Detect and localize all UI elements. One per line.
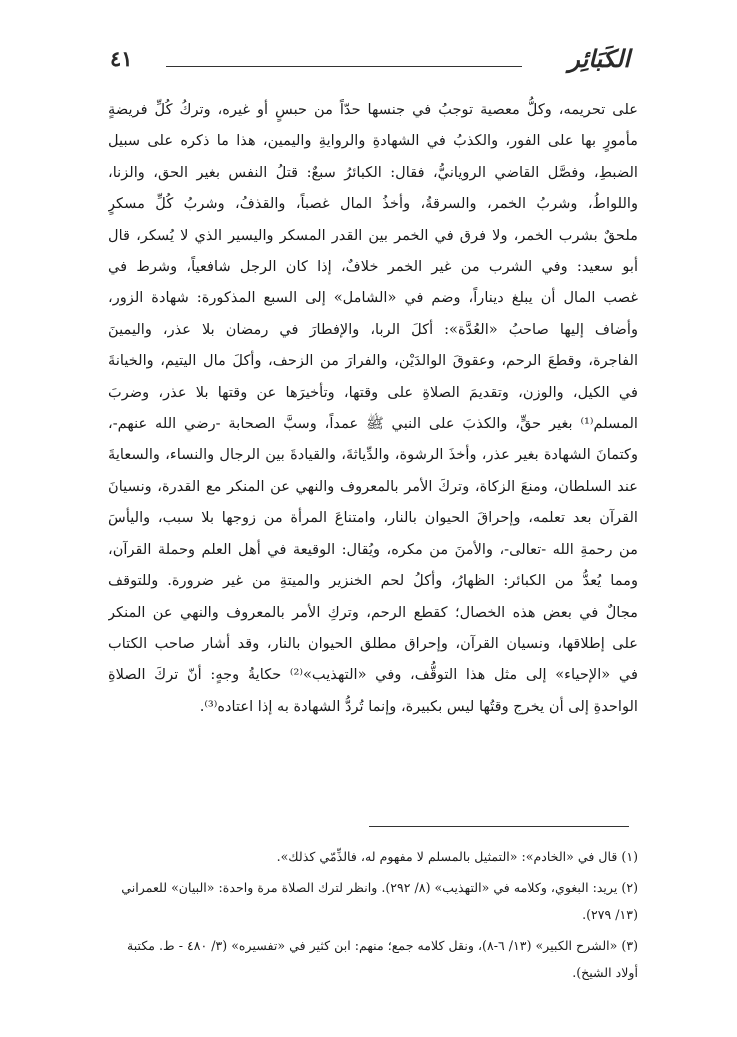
text-line: في الكيل، والوزن، وتقديمَ الصلاةِ على وقتها، وتأخيرَها عن وقتها بلا عذر، وضربَ (108, 383, 638, 401)
text-line: المسلم⁽¹⁾ بغير حقٍّ، والكذبَ على النبي ﷺ عمداً، وسبَّ الصحابة -رضي الله عنهم-، (108, 415, 638, 433)
header-rule (166, 66, 522, 67)
footnote-3: (٣) «الشرح الكبير» (١٣/ ٦-٨)، ونقل كلامه جمع؛ منهم: ابن كثير في «تفسيره» (٣/ ٤٨٠ - ط. مكتبة أولاد الشيخ). (127, 938, 638, 980)
text-line: الفاجرة، وقطعَ الرحم، وعقوقَ الوالدَيْن، والفرارَ من الزحف، وأكلَ مال اليتيم، والخيانةَ (108, 352, 638, 370)
text-line: القرآن بعد تعلمه، وإحراقَ الحيوان بالنار، وامتناعَ المرأة من زوجها بلا سبب، واليأسَ (108, 509, 638, 527)
text-line: غصب المال أن يبلغ ديناراً، وضم في «الشامل» إلى السبع المذكورة: شهادة الزور، (108, 289, 638, 307)
text-line: وأضاف إليها صاحبُ «العُدَّة»: أكلَ الربا، والإفطارَ في رمضان بلا عذر، واليمينَ (108, 320, 638, 338)
text-line: عند السلطان، ومنعَ الزكاة، وتركَ الأمر بالمعروف والنهي عن المنكر مع القدرة، ونسيانَ (108, 477, 638, 495)
text-line: في «الإحياء» إلى مثل هذا التوقُّف، وفي «التهذيب»⁽²⁾ حكايةُ وجهٍ: أنّ تركَ الصلاةِ (108, 666, 638, 684)
text-line: على إطلاقها، ونسيان القرآن، وإحراق مطلق الحيوان بالنار، وقد أشار صاحب الكتاب (108, 634, 638, 652)
text-line: واللواطُ، وشربُ الخمر، والسرقةُ، وأخذُ المال غصباً، والقذفُ، وشربُ كُلِّ مسكرٍ (108, 195, 638, 213)
footnote-1: (١) قال في «الخادم»: «التمثيل بالمسلم لا مفهوم له، فالذِّمّي كذلك». (276, 849, 638, 864)
text-line: مأمورٍ بها على الفور، والكذبُ في الشهادةِ والروايةِ واليمين، هذا ما ذكره على سبيل (108, 132, 638, 150)
text-line: من رحمةِ الله -تعالى-، والأمنَ من مكره، ويُقال: الوقيعة في أهل العلم وحملة القرآن، (108, 540, 638, 558)
page-number: ٤١ (110, 46, 133, 71)
text-line: الضبطِ، وفصَّل القاضي الرويانيُّ، فقال: الكبائرُ سبعٌ: قتلُ النفس بغير الحق، والزنا، (108, 163, 638, 181)
text-line: على تحريمه، وكلُّ معصية توجبُ في جنسها حدّاً من حبسٍ أو غيره، وتركُ كُلِّ فريضةٍ (108, 101, 638, 118)
text-line: وكتمانَ الشهادة بغير عذر، وأخذَ الرشوة، والدِّياثةَ، والقيادةَ بين الرجال والنساء، والسعايةَ (108, 446, 638, 464)
text-line: ومما يُعدُّ من الكبائر: الظهارُ، وأكلُ لحم الخنزير والميتةِ من غير ضرورة. وللتوقف (108, 572, 638, 590)
footnotes (108, 843, 638, 990)
footnote-2: (٢) يريد: البغوي، وكلامه في «التهذيب» (٨/ ٢٩٢). وانظر لترك الصلاة مرة واحدة: «البيان» للعمراني (١٣/ ٢٧٩). (121, 880, 638, 922)
text-line: أبو سعيد: وفي الشرب من غير الخمر خلافٌ، إذا كان الرجل شافعياً، وشرط في (108, 258, 638, 276)
text-line: مجالٌ في بعض هذه الخصال؛ كقطع الرحم، وتركِ الأمر بالمعروف والنهي عن المنكر (108, 603, 638, 621)
text-line: ملحقٌ بشرب الخمر، ولا فرق في الخمر بين القدر المسكر واليسير الذي لا يُسكر، قال (108, 226, 638, 244)
main-text (108, 94, 638, 722)
text-line: الواحدةِ إلى أن يخرج وقتُها ليس بكبيرة، وإنما تُردُّ الشهادة به إذا اعتاده⁽³⁾. (199, 697, 638, 715)
footnote-separator (369, 826, 629, 827)
page-header (110, 44, 630, 84)
book-title: الكَبَائِر (568, 44, 630, 73)
